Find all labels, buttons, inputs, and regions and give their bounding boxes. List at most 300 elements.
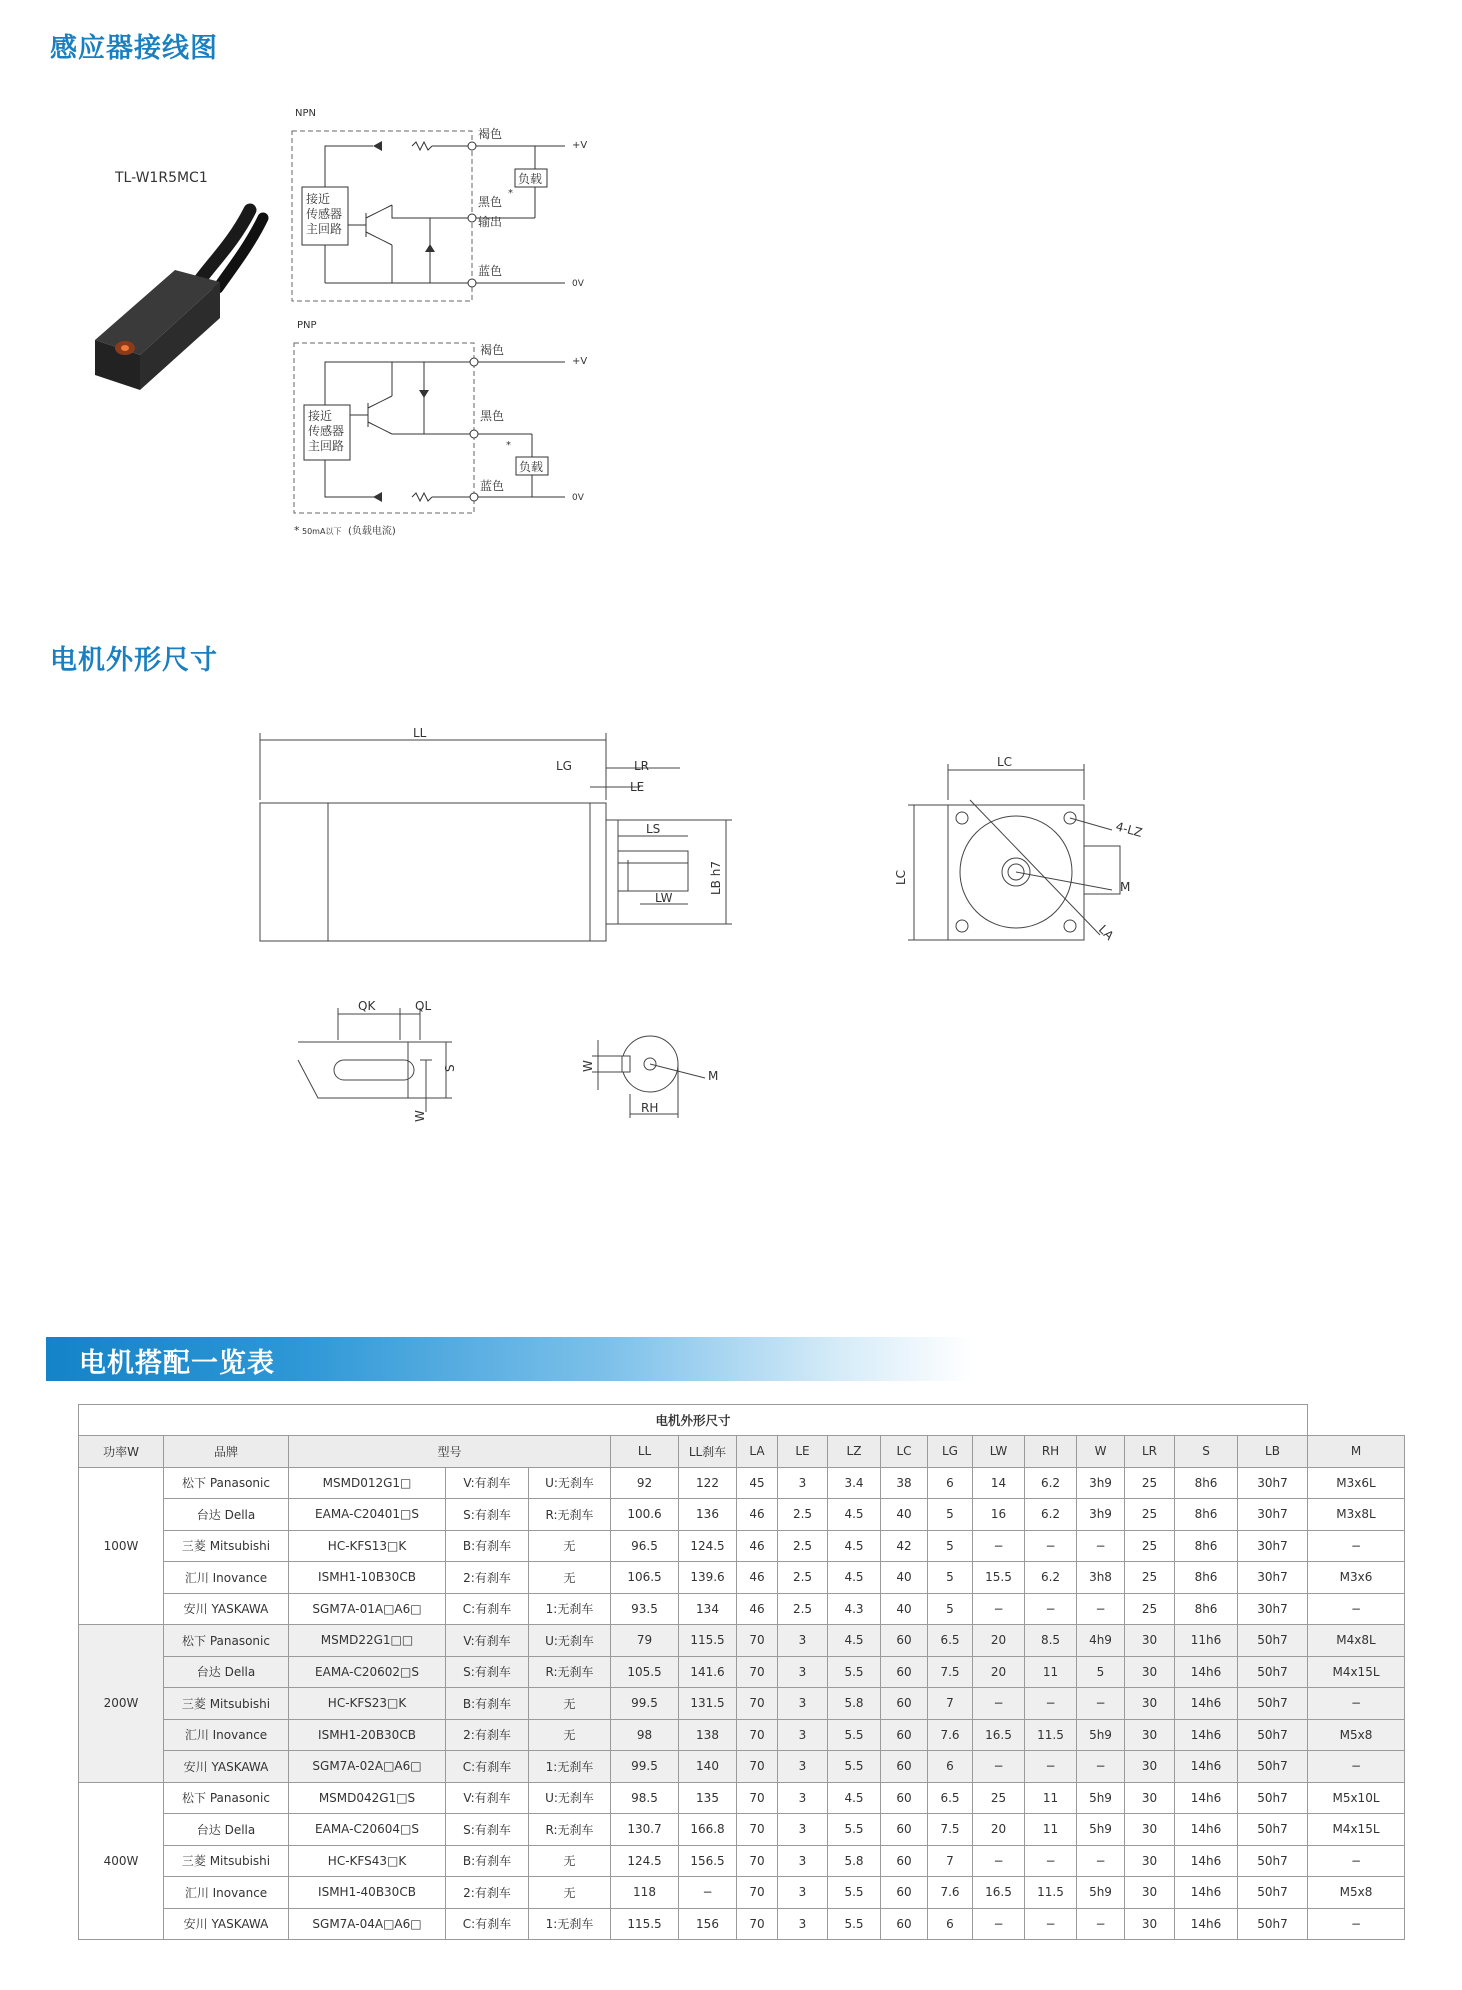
value-cell: 16 <box>973 1499 1025 1531</box>
value-cell: 30 <box>1125 1656 1175 1688</box>
value-cell: 25 <box>1125 1467 1175 1499</box>
value-cell: 5 <box>1077 1656 1125 1688</box>
value-cell: M3x6 <box>1308 1562 1405 1594</box>
header-model: 型号 <box>289 1436 611 1468</box>
table-row <box>79 1656 1405 1688</box>
value-cell: 50h7 <box>1238 1656 1308 1688</box>
header-lg: LG <box>928 1436 973 1468</box>
value-cell: 16.5 <box>973 1719 1025 1751</box>
svg-text:传感器: 传感器 <box>306 207 343 221</box>
value-cell: 115.5 <box>611 1908 679 1940</box>
model-cell: ISMH1-20B30CB <box>289 1719 446 1751</box>
dim-lc-left: LC <box>894 869 908 885</box>
header-brand: 品牌 <box>164 1436 289 1468</box>
dim-ls: LS <box>646 822 661 836</box>
power-cell: 400W <box>79 1782 164 1940</box>
value-cell: M4x15L <box>1308 1656 1405 1688</box>
value-cell: M3x8L <box>1308 1499 1405 1531</box>
value-cell: − <box>973 1751 1025 1783</box>
value-cell: 70 <box>737 1782 778 1814</box>
value-cell: 38 <box>881 1467 928 1499</box>
value-cell: 5.5 <box>828 1656 881 1688</box>
svg-text:传感器: 传感器 <box>308 424 345 438</box>
value-cell: 5h9 <box>1077 1719 1125 1751</box>
value-cell: 3 <box>778 1908 828 1940</box>
value-cell: 11 <box>1025 1814 1077 1846</box>
npn-brown-label: 褐色 <box>478 127 503 141</box>
dim-lc-top: LC <box>997 755 1013 769</box>
value-cell: 60 <box>881 1656 928 1688</box>
dim-ll: LL <box>413 726 427 740</box>
model-cell: SGM7A-01A□A6□ <box>289 1593 446 1625</box>
brake-option-cell: V:有刹车 <box>446 1625 529 1657</box>
value-cell: 30 <box>1125 1845 1175 1877</box>
match-table-banner <box>46 1337 1176 1381</box>
value-cell: 6 <box>928 1908 973 1940</box>
dim-lg: LG <box>556 759 572 773</box>
svg-text:*: * <box>506 440 511 451</box>
header-ll: LL <box>611 1436 679 1468</box>
value-cell: 3.4 <box>828 1467 881 1499</box>
npn-vplus-label: +V <box>572 140 588 151</box>
svg-text:接近: 接近 <box>308 409 333 423</box>
no-brake-option-cell: U:无刹车 <box>529 1467 611 1499</box>
value-cell: 7.6 <box>928 1719 973 1751</box>
value-cell: 5.8 <box>828 1688 881 1720</box>
value-cell: 14h6 <box>1175 1845 1238 1877</box>
value-cell: 5 <box>928 1499 973 1531</box>
header-la: LA <box>737 1436 778 1468</box>
value-cell: 6.2 <box>1025 1467 1077 1499</box>
value-cell: 3 <box>778 1877 828 1909</box>
value-cell: 14h6 <box>1175 1751 1238 1783</box>
table-row <box>79 1719 1405 1751</box>
dim-w-end: W <box>581 1060 595 1072</box>
brand-cell: 汇川 Inovance <box>164 1562 289 1594</box>
value-cell: 14h6 <box>1175 1719 1238 1751</box>
table-row <box>79 1908 1405 1940</box>
value-cell: 70 <box>737 1625 778 1657</box>
dim-lw: LW <box>655 891 673 905</box>
no-brake-option-cell: R:无刹车 <box>529 1656 611 1688</box>
value-cell: 135 <box>679 1782 737 1814</box>
value-cell: 30 <box>1125 1877 1175 1909</box>
value-cell: 99.5 <box>611 1688 679 1720</box>
shaft-key-detail <box>298 999 457 1122</box>
value-cell: 50h7 <box>1238 1814 1308 1846</box>
value-cell: 60 <box>881 1845 928 1877</box>
header-lc: LC <box>881 1436 928 1468</box>
value-cell: − <box>1077 1845 1125 1877</box>
pnp-0v-label: 0V <box>572 493 584 503</box>
dim-4lz: 4-LZ <box>1114 819 1144 840</box>
pnp-blue-label: 蓝色 <box>480 479 505 493</box>
value-cell: 2.5 <box>778 1593 828 1625</box>
svg-text:主回路: 主回路 <box>308 439 345 453</box>
value-cell: 30 <box>1125 1751 1175 1783</box>
value-cell: 156.5 <box>679 1845 737 1877</box>
motor-side-view <box>260 726 732 941</box>
value-cell: − <box>1025 1908 1077 1940</box>
brand-cell: 三菱 Mitsubishi <box>164 1530 289 1562</box>
value-cell: 60 <box>881 1751 928 1783</box>
value-cell: − <box>1308 1908 1405 1940</box>
npn-blue-label: 蓝色 <box>478 264 503 278</box>
value-cell: 166.8 <box>679 1814 737 1846</box>
group-200w <box>79 1625 1405 1783</box>
model-cell: EAMA-C20401□S <box>289 1499 446 1531</box>
brand-cell: 台达 Della <box>164 1656 289 1688</box>
value-cell: 50h7 <box>1238 1625 1308 1657</box>
value-cell: 8h6 <box>1175 1467 1238 1499</box>
value-cell: 50h7 <box>1238 1877 1308 1909</box>
value-cell: 3h9 <box>1077 1467 1125 1499</box>
brake-option-cell: C:有刹车 <box>446 1908 529 1940</box>
brand-cell: 三菱 Mitsubishi <box>164 1688 289 1720</box>
brake-option-cell: 2:有刹车 <box>446 1719 529 1751</box>
value-cell: 5 <box>928 1562 973 1594</box>
model-cell: ISMH1-40B30CB <box>289 1877 446 1909</box>
load-note-star: * <box>294 524 300 537</box>
value-cell: − <box>973 1530 1025 1562</box>
section-title-sensor-wiring: 感应器接线图 <box>50 33 218 64</box>
value-cell: 140 <box>679 1751 737 1783</box>
value-cell: 70 <box>737 1845 778 1877</box>
value-cell: 5.5 <box>828 1814 881 1846</box>
value-cell: 20 <box>973 1656 1025 1688</box>
dim-w-shaft: W <box>413 1110 427 1122</box>
section-title-motor-dimensions: 电机外形尺寸 <box>50 645 218 676</box>
no-brake-option-cell: 无 <box>529 1845 611 1877</box>
header-w: W <box>1077 1436 1125 1468</box>
value-cell: 70 <box>737 1814 778 1846</box>
value-cell: 11.5 <box>1025 1719 1077 1751</box>
value-cell: 14h6 <box>1175 1814 1238 1846</box>
brand-cell: 安川 YASKAWA <box>164 1593 289 1625</box>
no-brake-option-cell: U:无刹车 <box>529 1782 611 1814</box>
table-row <box>79 1877 1405 1909</box>
value-cell: 50h7 <box>1238 1908 1308 1940</box>
value-cell: 25 <box>1125 1499 1175 1531</box>
value-cell: 11 <box>1025 1656 1077 1688</box>
value-cell: 45 <box>737 1467 778 1499</box>
value-cell: 20 <box>973 1814 1025 1846</box>
section-title-motor-match: 电机搭配一览表 <box>79 1348 275 1379</box>
header-ll-brake: LL刹车 <box>679 1436 737 1468</box>
value-cell: 25 <box>1125 1530 1175 1562</box>
dim-m-front: M <box>1120 880 1131 894</box>
value-cell: − <box>973 1688 1025 1720</box>
value-cell: 7 <box>928 1688 973 1720</box>
value-cell: 50h7 <box>1238 1751 1308 1783</box>
value-cell: 70 <box>737 1719 778 1751</box>
value-cell: 11h6 <box>1175 1625 1238 1657</box>
value-cell: 3h9 <box>1077 1499 1125 1531</box>
value-cell: 14h6 <box>1175 1656 1238 1688</box>
header-s: S <box>1175 1436 1238 1468</box>
no-brake-option-cell: 无 <box>529 1530 611 1562</box>
value-cell: 42 <box>881 1530 928 1562</box>
table-row <box>79 1845 1405 1877</box>
pnp-vplus-label: +V <box>572 356 588 367</box>
brake-option-cell: C:有刹车 <box>446 1751 529 1783</box>
value-cell: 15.5 <box>973 1562 1025 1594</box>
value-cell: 134 <box>679 1593 737 1625</box>
value-cell: 16.5 <box>973 1877 1025 1909</box>
table-row <box>79 1593 1405 1625</box>
value-cell: 14h6 <box>1175 1877 1238 1909</box>
value-cell: 14 <box>973 1467 1025 1499</box>
value-cell: 3 <box>778 1751 828 1783</box>
value-cell: − <box>1077 1688 1125 1720</box>
value-cell: 3 <box>778 1656 828 1688</box>
brake-option-cell: S:有刹车 <box>446 1656 529 1688</box>
npn-0v-label: 0V <box>572 279 584 289</box>
value-cell: − <box>1308 1530 1405 1562</box>
value-cell: 2.5 <box>778 1530 828 1562</box>
pnp-circuit <box>294 320 587 537</box>
value-cell: 2.5 <box>778 1562 828 1594</box>
value-cell: 8.5 <box>1025 1625 1077 1657</box>
no-brake-option-cell: R:无刹车 <box>529 1814 611 1846</box>
value-cell: 8h6 <box>1175 1530 1238 1562</box>
value-cell: − <box>1077 1593 1125 1625</box>
model-cell: EAMA-C20602□S <box>289 1656 446 1688</box>
value-cell: 4.5 <box>828 1562 881 1594</box>
brand-cell: 松下 Panasonic <box>164 1782 289 1814</box>
table-row <box>79 1562 1405 1594</box>
value-cell: 30 <box>1125 1908 1175 1940</box>
value-cell: 60 <box>881 1877 928 1909</box>
value-cell: 5h9 <box>1077 1782 1125 1814</box>
value-cell: 118 <box>611 1877 679 1909</box>
value-cell: 70 <box>737 1908 778 1940</box>
brake-option-cell: V:有刹车 <box>446 1467 529 1499</box>
value-cell: 3h8 <box>1077 1562 1125 1594</box>
value-cell: − <box>679 1877 737 1909</box>
value-cell: 11.5 <box>1025 1877 1077 1909</box>
value-cell: 99.5 <box>611 1751 679 1783</box>
svg-text:*: * <box>508 188 513 199</box>
value-cell: 4.3 <box>828 1593 881 1625</box>
value-cell: 3 <box>778 1814 828 1846</box>
value-cell: M3x6L <box>1308 1467 1405 1499</box>
value-cell: 122 <box>679 1467 737 1499</box>
npn-load-label: 负载 <box>518 172 543 186</box>
value-cell: 96.5 <box>611 1530 679 1562</box>
value-cell: 46 <box>737 1562 778 1594</box>
value-cell: M4x8L <box>1308 1625 1405 1657</box>
brake-option-cell: B:有刹车 <box>446 1845 529 1877</box>
value-cell: 11 <box>1025 1782 1077 1814</box>
value-cell: 5.5 <box>828 1908 881 1940</box>
value-cell: 6.2 <box>1025 1499 1077 1531</box>
pnp-load-label: 负载 <box>519 460 544 474</box>
table-row <box>79 1782 1405 1814</box>
table-row <box>79 1530 1405 1562</box>
value-cell: 130.7 <box>611 1814 679 1846</box>
brand-cell: 台达 Della <box>164 1499 289 1531</box>
value-cell: 3 <box>778 1688 828 1720</box>
value-cell: 6.5 <box>928 1782 973 1814</box>
value-cell: 141.6 <box>679 1656 737 1688</box>
no-brake-option-cell: 1:无刹车 <box>529 1751 611 1783</box>
dim-lr: LR <box>634 759 650 773</box>
value-cell: 98 <box>611 1719 679 1751</box>
motor-match-table <box>78 1404 1405 1940</box>
value-cell: 30 <box>1125 1688 1175 1720</box>
brand-cell: 三菱 Mitsubishi <box>164 1845 289 1877</box>
load-note-current: 50mA以下 <box>302 527 342 536</box>
dim-le: LE <box>630 780 645 794</box>
value-cell: 136 <box>679 1499 737 1531</box>
value-cell: 124.5 <box>611 1845 679 1877</box>
value-cell: 6 <box>928 1751 973 1783</box>
value-cell: − <box>1308 1593 1405 1625</box>
value-cell: 50h7 <box>1238 1782 1308 1814</box>
pnp-brown-label: 褐色 <box>480 343 505 357</box>
value-cell: 30h7 <box>1238 1467 1308 1499</box>
value-cell: 46 <box>737 1499 778 1531</box>
value-cell: 5 <box>928 1530 973 1562</box>
header-rh: RH <box>1025 1436 1077 1468</box>
value-cell: 5.5 <box>828 1751 881 1783</box>
value-cell: − <box>973 1845 1025 1877</box>
value-cell: 4h9 <box>1077 1625 1125 1657</box>
value-cell: 3 <box>778 1625 828 1657</box>
value-cell: 8h6 <box>1175 1593 1238 1625</box>
table-row <box>79 1499 1405 1531</box>
value-cell: 40 <box>881 1562 928 1594</box>
svg-text:主回路: 主回路 <box>306 222 343 236</box>
value-cell: 70 <box>737 1688 778 1720</box>
value-cell: − <box>1077 1908 1125 1940</box>
model-cell: HC-KFS43□K <box>289 1845 446 1877</box>
no-brake-option-cell: 无 <box>529 1562 611 1594</box>
value-cell: 3 <box>778 1467 828 1499</box>
value-cell: 30 <box>1125 1782 1175 1814</box>
model-cell: HC-KFS13□K <box>289 1530 446 1562</box>
model-cell: MSMD012G1□ <box>289 1467 446 1499</box>
dim-rh: RH <box>641 1101 659 1115</box>
value-cell: 8h6 <box>1175 1562 1238 1594</box>
load-note-text: (负载电流) <box>348 526 396 537</box>
header-lr: LR <box>1125 1436 1175 1468</box>
value-cell: 100.6 <box>611 1499 679 1531</box>
header-lz: LZ <box>828 1436 881 1468</box>
value-cell: 124.5 <box>679 1530 737 1562</box>
table-row <box>79 1467 1405 1499</box>
value-cell: 30h7 <box>1238 1530 1308 1562</box>
dim-ql: QL <box>415 999 432 1013</box>
value-cell: 3 <box>778 1782 828 1814</box>
table-row <box>79 1688 1405 1720</box>
dim-qk: QK <box>358 999 376 1013</box>
value-cell: − <box>973 1908 1025 1940</box>
value-cell: − <box>1308 1688 1405 1720</box>
brand-cell: 汇川 Inovance <box>164 1877 289 1909</box>
value-cell: 30 <box>1125 1719 1175 1751</box>
value-cell: 14h6 <box>1175 1908 1238 1940</box>
value-cell: 8h6 <box>1175 1499 1238 1531</box>
value-cell: 60 <box>881 1688 928 1720</box>
no-brake-option-cell: 无 <box>529 1688 611 1720</box>
value-cell: 92 <box>611 1467 679 1499</box>
npn-circuit-line1: 接近 <box>306 192 331 206</box>
no-brake-option-cell: R:无刹车 <box>529 1499 611 1531</box>
dim-lb: LB h7 <box>709 861 723 895</box>
value-cell: 3 <box>778 1845 828 1877</box>
value-cell: 60 <box>881 1719 928 1751</box>
value-cell: 30h7 <box>1238 1499 1308 1531</box>
value-cell: 70 <box>737 1751 778 1783</box>
table-row <box>79 1625 1405 1657</box>
value-cell: 4.5 <box>828 1499 881 1531</box>
value-cell: 30h7 <box>1238 1562 1308 1594</box>
value-cell: 25 <box>1125 1562 1175 1594</box>
brand-cell: 松下 Panasonic <box>164 1625 289 1657</box>
value-cell: 60 <box>881 1814 928 1846</box>
value-cell: M5x10L <box>1308 1782 1405 1814</box>
value-cell: − <box>1025 1845 1077 1877</box>
value-cell: 30h7 <box>1238 1593 1308 1625</box>
brake-option-cell: 2:有刹车 <box>446 1877 529 1909</box>
brake-option-cell: V:有刹车 <box>446 1782 529 1814</box>
value-cell: − <box>1077 1751 1125 1783</box>
brake-option-cell: B:有刹车 <box>446 1688 529 1720</box>
dim-la: LA <box>1095 922 1117 943</box>
pnp-black-label: 黑色 <box>480 409 505 423</box>
dim-s: S <box>443 1064 457 1072</box>
shaft-end-detail <box>581 1036 718 1118</box>
value-cell: 30 <box>1125 1625 1175 1657</box>
model-cell: MSMD22G1□□ <box>289 1625 446 1657</box>
value-cell: 6 <box>928 1467 973 1499</box>
value-cell: 60 <box>881 1908 928 1940</box>
value-cell: 5.8 <box>828 1845 881 1877</box>
brake-option-cell: S:有刹车 <box>446 1499 529 1531</box>
no-brake-option-cell: 1:无刹车 <box>529 1908 611 1940</box>
value-cell: 98.5 <box>611 1782 679 1814</box>
model-cell: SGM7A-04A□A6□ <box>289 1908 446 1940</box>
no-brake-option-cell: U:无刹车 <box>529 1625 611 1657</box>
value-cell: 5h9 <box>1077 1877 1125 1909</box>
brand-cell: 松下 Panasonic <box>164 1467 289 1499</box>
value-cell: 79 <box>611 1625 679 1657</box>
value-cell: 60 <box>881 1625 928 1657</box>
brand-cell: 汇川 Inovance <box>164 1719 289 1751</box>
pnp-label: PNP <box>297 320 317 331</box>
value-cell: 131.5 <box>679 1688 737 1720</box>
value-cell: − <box>1308 1845 1405 1877</box>
group-100w <box>79 1467 1405 1625</box>
value-cell: M5x8 <box>1308 1719 1405 1751</box>
header-power: 功率W <box>79 1436 164 1468</box>
value-cell: 6.2 <box>1025 1562 1077 1594</box>
dim-m-end: M <box>708 1069 719 1083</box>
value-cell: 156 <box>679 1908 737 1940</box>
no-brake-option-cell: 无 <box>529 1877 611 1909</box>
value-cell: 6.5 <box>928 1625 973 1657</box>
value-cell: 40 <box>881 1593 928 1625</box>
value-cell: 50h7 <box>1238 1719 1308 1751</box>
value-cell: 60 <box>881 1782 928 1814</box>
group-400w <box>79 1782 1405 1940</box>
header-lw: LW <box>973 1436 1025 1468</box>
value-cell: − <box>1025 1530 1077 1562</box>
power-cell: 100W <box>79 1467 164 1625</box>
no-brake-option-cell: 无 <box>529 1719 611 1751</box>
